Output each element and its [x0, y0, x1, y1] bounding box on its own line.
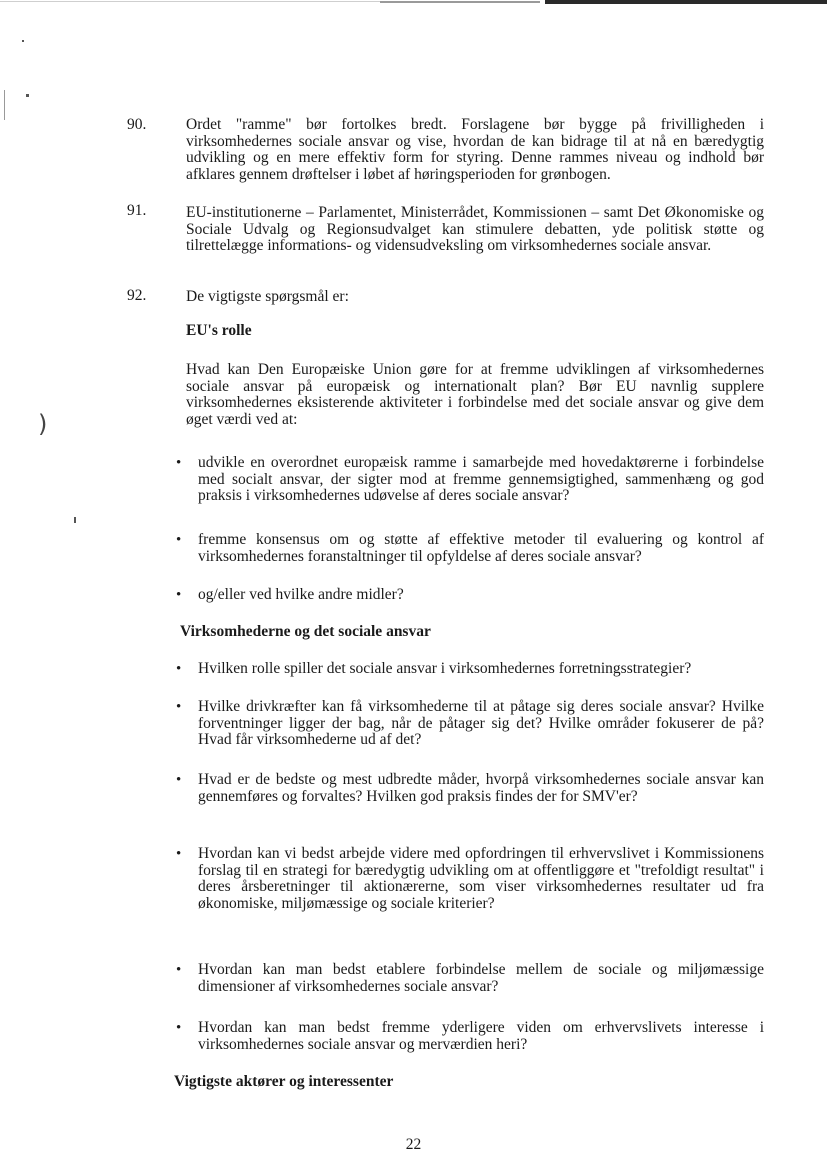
scan-mark	[22, 40, 24, 42]
list-item-text: fremme konsensus om og støtte af effektive metoder til evaluering og kontrol af virksomhedernes foranstaltninger til opfyldelse af deres sociale ansvar?	[198, 531, 764, 565]
item-number: 91.	[127, 202, 147, 219]
list-item	[176, 661, 764, 678]
item-number: 90.	[127, 116, 147, 133]
punch-hole-mark: )	[38, 410, 48, 438]
scan-mark	[74, 517, 76, 523]
list-item	[176, 532, 764, 565]
list-item-text: Hvad er de bedste og mest udbredte måder, hvorpå virksomhedernes sociale ansvar kan gennemføres og forvaltes? Hvilken god praksis findes der for SMV'er?	[198, 771, 764, 805]
item-number: 92.	[127, 287, 147, 304]
list-item	[176, 846, 764, 912]
list-item-text: Hvordan kan man bedst fremme yderligere viden om erhvervslivets interesse i virksomhedernes sociale ansvar og merværdien heri?	[198, 1019, 764, 1053]
paragraph-90: Ordet "ramme" bør fortolkes bredt. Forslagene bør bygge på frivilligheden i virksomhedernes sociale ansvar og vise, hvordan de kan bidrage til at nå en bæredygtig udvikling og en mere effektiv form for styring. Denne rammes niveau og indhold bør afklares gennem drøftelser i løbet af høringsperioden for grønbogen.	[186, 116, 764, 183]
list-item-text: udvikle en overordnet europæisk ramme i samarbejde med hovedaktørerne i forbindelse med socialt ansvar, der sigter mod at fremme gennemsigtighed, sammenhæng og god praksis i virksomhedernes udøvelse af deres sociale ansvar?	[198, 454, 764, 504]
list-item-text: og/eller ved hvilke andre midler?	[198, 586, 404, 603]
scan-mark	[26, 94, 29, 97]
list-item-text: Hvilke drivkræfter kan få virksomhederne til at påtage sig deres sociale ansvar? Hvilke forventninger ligger der bag, når de påtager sig det? Hvilke områder fokuserer de på? Hvad får virksomhederne ud af det?	[198, 698, 764, 748]
list-item	[176, 962, 764, 995]
section-heading: EU's rolle	[186, 322, 252, 339]
bullet-icon: •	[176, 1020, 182, 1036]
paragraph-91: EU-institutionerne – Parlamentet, Ministerrådet, Kommissionen – samt Det Økonomiske og Sociale Udvalg og Regionsudvalget kan stimulere debatten, yde politisk støtte og tilrettelægge informations- og vidensudveksling om virksomhedernes sociale ansvar.	[186, 204, 764, 254]
list-item-text: Hvilken rolle spiller det sociale ansvar i virksomhedernes forretningsstrategier?	[198, 660, 692, 677]
bullet-icon: •	[176, 772, 182, 788]
bullet-icon: •	[176, 962, 182, 978]
list-item-text: Hvordan kan vi bedst arbejde videre med opfordringen til erhvervslivet i Kommissionens forslag til en strategi for bæredygtig udvikling om at offentliggøre et "trefoldigt resultat" i deres årsberetninger til aktionærerne, som viser virksomhedernes resultater ud fra økonomiske, miljømæssige og sociale kriterier?	[198, 845, 764, 912]
section-heading: Virksomhederne og det sociale ansvar	[180, 623, 431, 640]
scan-mark	[4, 90, 5, 120]
list-item	[176, 772, 764, 805]
scan-top-edge	[0, 0, 827, 6]
list-item	[176, 699, 764, 749]
bullet-icon: •	[176, 455, 182, 471]
list-item	[176, 455, 764, 505]
bullet-icon: •	[176, 846, 182, 862]
section-intro: Hvad kan Den Europæiske Union gøre for at fremme udviklingen af virksomhedernes sociale ansvar på europæisk og internationalt plan? Bør EU navnlig supplere virksomhedernes eksisterende aktiviteter i forbindelse med det sociale ansvar og give dem øget værdi ved at:	[186, 361, 764, 428]
bullet-icon: •	[176, 587, 182, 603]
section-heading: Vigtigste aktører og interessenter	[174, 1073, 394, 1090]
list-item	[176, 1020, 764, 1053]
paragraph-92: De vigtigste spørgsmål er:	[186, 288, 349, 305]
bullet-icon: •	[176, 661, 182, 677]
list-item	[176, 587, 764, 604]
bullet-icon: •	[176, 532, 182, 548]
bullet-icon: •	[176, 699, 182, 715]
page-number: 22	[405, 1136, 422, 1153]
list-item-text: Hvordan kan man bedst etablere forbindelse mellem de sociale og miljømæssige dimensioner af virksomhedernes sociale ansvar?	[198, 961, 764, 995]
